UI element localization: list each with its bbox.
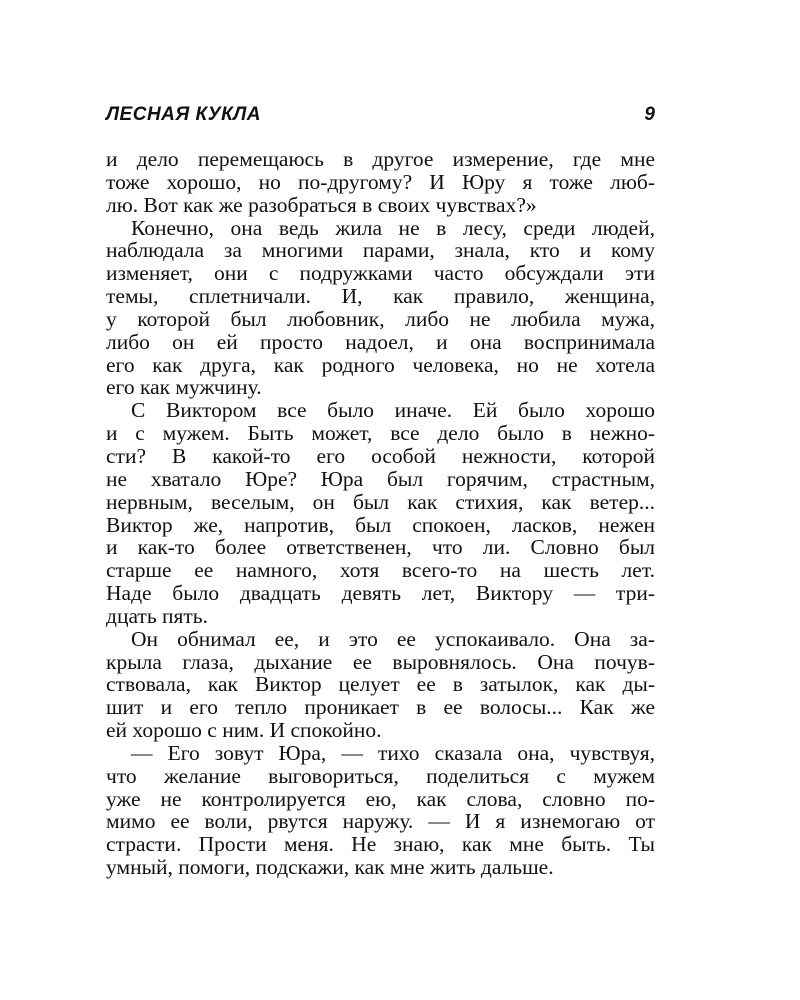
text-line: не хватало Юре? Юра был горячим, страстным, bbox=[106, 466, 655, 491]
paragraph bbox=[106, 399, 655, 627]
text-line: тоже хорошо, но по-другому? И Юру я тоже люб- bbox=[106, 169, 655, 194]
text-line: дцать пять. bbox=[106, 603, 208, 628]
text-line: изменяет, они с подружками часто обсуждали эти bbox=[106, 261, 655, 286]
text-line: темы, сплетничали. И, как правило, женщина, bbox=[106, 284, 655, 309]
text-line: Он обнимал ее, и это ее успокаивало. Она за- bbox=[131, 626, 655, 651]
text-line: — Его зовут Юра, — тихо сказала она, чувствуя, bbox=[131, 740, 655, 765]
text-line: ей хорошо с ним. И спокойно. bbox=[106, 718, 382, 743]
paragraph bbox=[106, 742, 655, 879]
paragraph bbox=[106, 628, 655, 742]
body-text bbox=[106, 148, 655, 879]
text-line: наблюдала за многими парами, знала, кто и кому bbox=[106, 238, 655, 263]
text-line: старше ее намного, хотя всего-то на шесть лет. bbox=[106, 558, 655, 583]
text-line: умный, помоги, подскажи, как мне жить дальше. bbox=[106, 855, 554, 880]
text-line: и с мужем. Быть может, все дело было в нежно- bbox=[106, 421, 655, 446]
text-line: Виктор же, напротив, был спокоен, ласков, нежен bbox=[106, 512, 655, 537]
text-line: Наде было двадцать девять лет, Виктору — три- bbox=[106, 581, 655, 606]
text-line: шит и его тепло проникает в ее волосы... Как же bbox=[106, 695, 655, 720]
text-line: что желание выговориться, поделиться с мужем bbox=[106, 763, 655, 788]
text-line: мимо ее воли, рвутся наружу. — И я изнемогаю от bbox=[106, 809, 655, 834]
text-line: крыла глаза, дыхание ее выровнялось. Она почув- bbox=[106, 649, 655, 674]
text-line: его как друга, как родного человека, но не хотела bbox=[106, 352, 655, 377]
running-header bbox=[106, 104, 655, 132]
text-line: лю. Вот как же разобраться в своих чувствах?» bbox=[106, 192, 537, 217]
page-number: 9 bbox=[644, 104, 655, 125]
text-line: и как-то более ответственен, что ли. Словно был bbox=[106, 535, 655, 560]
text-line: уже не контролируется ею, как слова, словно по- bbox=[106, 786, 655, 811]
text-line: и дело перемещаюсь в другое измерение, где мне bbox=[106, 147, 655, 171]
text-line: нервным, веселым, он был как стихия, как ветер... bbox=[106, 489, 655, 514]
text-line: С Виктором все было иначе. Ей было хорошо bbox=[131, 398, 655, 423]
text-line: сти? В какой-то его особой нежности, которой bbox=[106, 443, 655, 468]
text-line: ствовала, как Виктор целует ее в затылок, как ды- bbox=[106, 672, 655, 697]
paragraph bbox=[106, 217, 655, 400]
book-title: ЛЕСНАЯ КУКЛА bbox=[106, 104, 262, 125]
text-line: Конечно, она ведь жила не в лесу, среди людей, bbox=[131, 215, 655, 240]
text-line: либо он ей просто надоел, и она воспринимала bbox=[106, 329, 655, 354]
text-line: страсти. Прости меня. Не знаю, как мне быть. Ты bbox=[106, 832, 655, 857]
text-line: у которой был любовник, либо не любила мужа, bbox=[106, 306, 655, 331]
text-line: его как мужчину. bbox=[106, 375, 262, 400]
paragraph bbox=[106, 148, 655, 217]
